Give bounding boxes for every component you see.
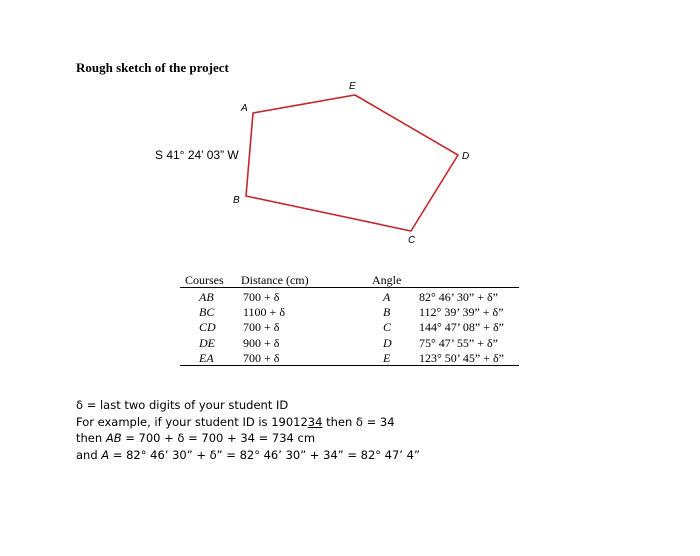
- vertex-label-b: B: [233, 195, 240, 206]
- note-line-distance: [76, 430, 420, 447]
- table-cell-distance: 1100 + δ: [243, 305, 285, 320]
- table-cell-distance: 700 + δ: [243, 320, 280, 335]
- table-cell-vertex: C: [383, 320, 392, 335]
- table-cell-distance: 900 + δ: [243, 335, 280, 350]
- note-text: δ = last two digits of your student ID: [76, 398, 289, 412]
- table-cell-course: AB: [199, 290, 214, 304]
- table-cell-angle: 75° 47’ 55” + δ”: [419, 335, 498, 350]
- angle-column: [419, 290, 504, 366]
- note-text: then: [76, 431, 106, 445]
- table-cell-course: DE: [199, 335, 215, 350]
- table-cell-vertex: B: [383, 305, 391, 320]
- table-cell-course: CD: [199, 320, 216, 335]
- note-text: = 82° 46’ 30” + δ” = 82° 46’ 30” + 34” = 82° 47’ 4”: [109, 447, 420, 462]
- note-line-angle: [76, 447, 420, 464]
- table-cell-vertex: E: [383, 350, 391, 365]
- underlined-digits: 34: [307, 414, 323, 429]
- vertex-label-d: D: [462, 151, 470, 162]
- vertex-label-a: A: [241, 103, 248, 114]
- note-text: For example, if your student ID is 19012: [76, 414, 308, 429]
- table-cell-distance: 700 + δ: [243, 290, 280, 304]
- table-cell-course: EA: [199, 350, 214, 365]
- vertex-column: [383, 290, 392, 366]
- table-cell-angle: 123° 50’ 45” + δ”: [419, 350, 504, 365]
- table-cell-angle: 112° 39’ 39” + δ”: [419, 305, 504, 320]
- table-cell-vertex: D: [383, 335, 392, 350]
- document-title: Rough sketch of the project: [76, 60, 229, 75]
- bearing-label: S 41° 24’ 03” W: [155, 148, 239, 162]
- note-line-example: [76, 414, 420, 431]
- note-line-delta: [76, 397, 420, 414]
- traverse-polygon: [246, 95, 458, 231]
- table-top-rule: [180, 287, 519, 288]
- distance-column: [243, 290, 285, 366]
- note-text: then δ = 34: [322, 414, 395, 429]
- header-angle: Angle: [372, 273, 402, 287]
- course-column: [199, 290, 216, 366]
- note-text: = 700 + δ = 700 + 34 = 734 cm: [121, 431, 316, 445]
- table-cell-course: BC: [199, 305, 215, 320]
- note-text: and: [76, 447, 102, 462]
- table-cell-angle: 144° 47’ 08” + δ”: [419, 320, 504, 335]
- vertex-label-e: E: [349, 81, 356, 92]
- header-courses: Courses: [185, 273, 224, 287]
- note-variable: A: [101, 447, 110, 462]
- table-cell-angle: 82° 46’ 30” + δ”: [419, 290, 498, 304]
- notes-block: [76, 397, 420, 463]
- table-cell-vertex: A: [383, 290, 391, 304]
- header-distance: Distance (cm): [241, 273, 309, 287]
- note-variable: AB: [105, 431, 122, 445]
- table-cell-distance: 700 + δ: [243, 350, 280, 365]
- vertex-label-c: C: [408, 235, 416, 246]
